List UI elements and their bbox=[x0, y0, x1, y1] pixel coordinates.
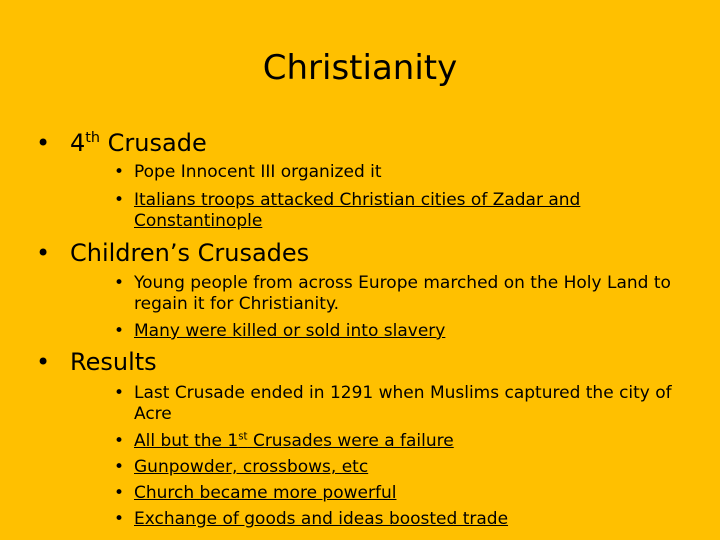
bullet-icon: • bbox=[114, 431, 125, 451]
bullet-icon: • bbox=[114, 273, 125, 293]
list-item: • Pope Innocent III organized it bbox=[114, 162, 382, 182]
list-item: • Gunpowder, crossbows, etc bbox=[114, 457, 369, 477]
list-item: • Young people from across Europe marched on the Holy Land to regain it for Christianity. bbox=[114, 273, 671, 314]
list-item: • Exchange of goods and ideas boosted trade bbox=[114, 509, 509, 529]
section-heading-childrens-crusades: • Children’s Crusades bbox=[36, 239, 310, 267]
list-item: • Last Crusade ended in 1291 when Muslims captured the city of Acre bbox=[114, 383, 672, 424]
section-heading-4th-crusade: • 4th Crusade bbox=[36, 129, 207, 157]
bullet-icon: • bbox=[114, 162, 125, 182]
bullet-icon: • bbox=[36, 129, 51, 157]
list-item: • Italians troops attacked Christian cities of Zadar and Constantinople bbox=[114, 190, 581, 231]
bullet-icon: • bbox=[114, 457, 125, 477]
bullet-icon: • bbox=[114, 190, 125, 210]
list-item: • Church became more powerful bbox=[114, 483, 397, 503]
bullet-icon: • bbox=[36, 239, 51, 267]
bullet-icon: • bbox=[114, 509, 125, 529]
list-item: • All but the 1st Crusades were a failure bbox=[114, 431, 454, 451]
slide-title: Christianity bbox=[262, 48, 458, 88]
list-item: • Many were killed or sold into slavery bbox=[114, 321, 446, 341]
bullet-icon: • bbox=[114, 321, 125, 341]
bullet-icon: • bbox=[114, 383, 125, 403]
section-heading-results: • Results bbox=[36, 348, 157, 376]
bullet-icon: • bbox=[36, 348, 51, 376]
bullet-icon: • bbox=[114, 483, 125, 503]
